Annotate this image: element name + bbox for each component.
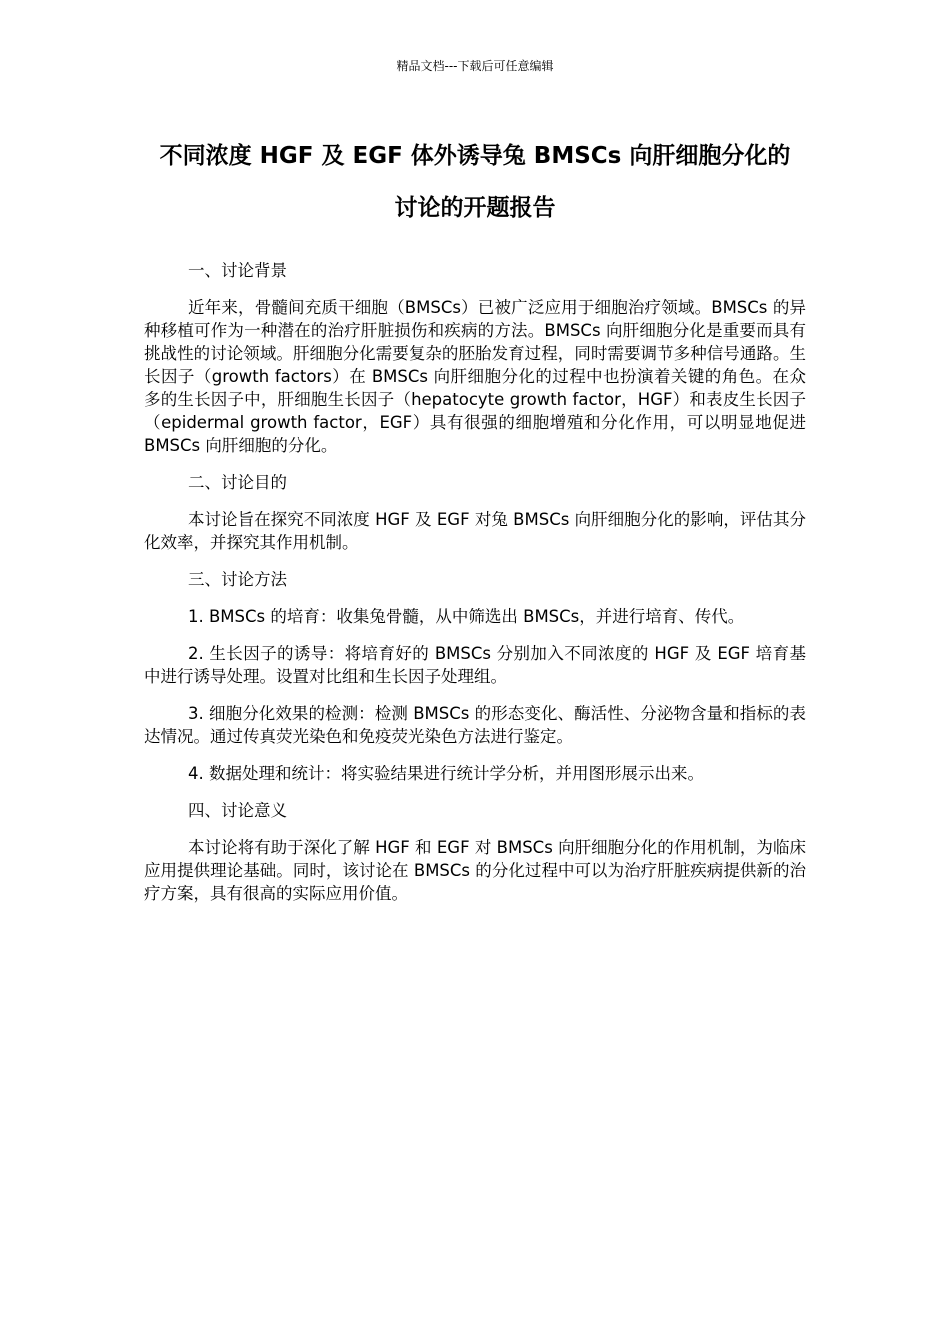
section-heading-method: 三、讨论方法 xyxy=(188,570,287,589)
title-line-2: 讨论的开题报告 xyxy=(394,195,556,221)
title-line-1: 不同浓度 HGF 及 EGF 体外诱导兔 BMSCs 向肝细胞分化的 xyxy=(159,143,791,169)
method-item-2: 2. 生长因子的诱导：将培育好的 BMSCs 分别加入不同浓度的 HGF 及 EGF 培育基中进行诱导处理。设置对比组和生长因子处理组。 xyxy=(144,644,806,686)
paragraph-background: 近年来，骨髓间充质干细胞（BMSCs）已被广泛应用于细胞治疗领域。BMSCs 的异种移植可作为一种潜在的治疗肝脏损伤和疾病的方法。BMSCs 向肝细胞分化是重要而具有挑战性的讨论领域。肝细胞分化需要复杂的胚胎发育过程，同时需要调节多种信号通路。生长因子（growth factors）在 BMSCs 向肝细胞分化的过程中也扮演着关键的角色。在众多的生长因子中，肝细胞生长因子（hepatocyte growth factor，HGF）和表皮生长因子（epidermal growth factor，EGF）具有很强的细胞增殖和分化作用，可以明显地促进 BMSCs 向肝细胞的分化。 xyxy=(144,298,806,455)
header-note: 精品文档---下载后可任意编辑 xyxy=(396,59,554,73)
paragraph-purpose: 本讨论旨在探究不同浓度 HGF 及 EGF 对兔 BMSCs 向肝细胞分化的影响，评估其分化效率，并探究其作用机制。 xyxy=(144,510,806,552)
method-item-4: 4. 数据处理和统计：将实验结果进行统计学分析，并用图形展示出来。 xyxy=(188,764,704,783)
section-heading-significance: 四、讨论意义 xyxy=(188,801,287,820)
method-item-1: 1. BMSCs 的培育：收集兔骨髓，从中筛选出 BMSCs，并进行培育、传代。 xyxy=(188,607,745,626)
document-body xyxy=(144,259,806,919)
section-heading-purpose: 二、讨论目的 xyxy=(188,473,287,492)
paragraph-significance: 本讨论将有助于深化了解 HGF 和 EGF 对 BMSCs 向肝细胞分化的作用机制，为临床应用提供理论基础。同时，该讨论在 BMSCs 的分化过程中可以为治疗肝脏疾病提供新的治疗方案，具有很高的实际应用价值。 xyxy=(144,838,806,903)
document-title xyxy=(143,130,807,234)
method-item-3: 3. 细胞分化效果的检测：检测 BMSCs 的形态变化、酶活性、分泌物含量和指标的表达情况。通过传真荧光染色和免疫荧光染色方法进行鉴定。 xyxy=(144,704,806,746)
section-heading-background: 一、讨论背景 xyxy=(188,261,287,280)
